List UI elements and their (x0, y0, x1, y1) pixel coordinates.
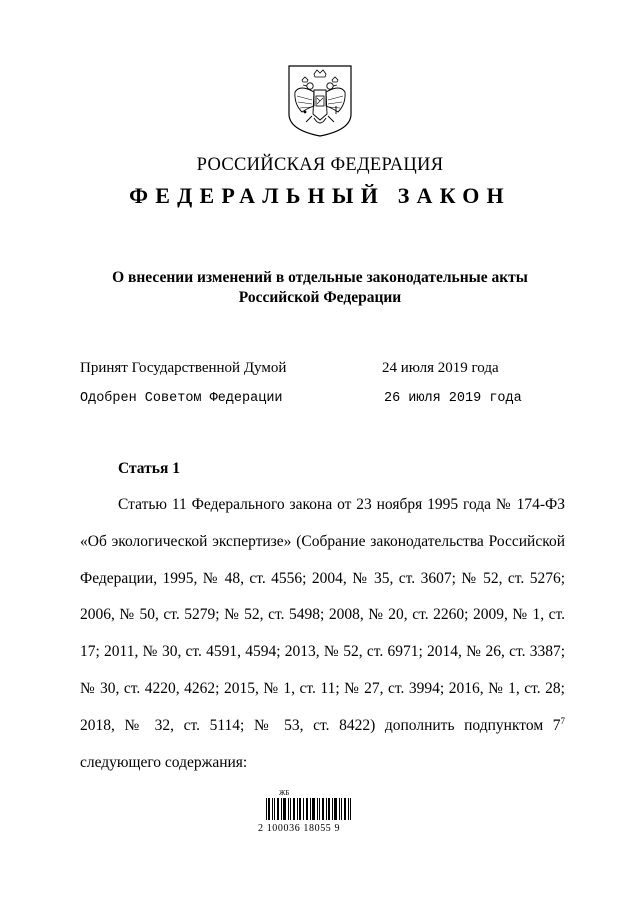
barcode-number: 2 100036 18055 9 (258, 823, 341, 834)
country-name: РОССИЙСКАЯ ФЕДЕРАЦИЯ (196, 155, 444, 175)
law-title-line-1: О внесении изменений в отдельные законодательные акты (112, 269, 528, 286)
barcode (262, 788, 354, 850)
article-text: Статью 11 Федерального закона от 23 ноября 1995 года № 174-ФЗ «Об экологической экспертизе» (Собрание законодательства Российской Федерации, 1995, № 48, ст. 4556; 2004, № 35, ст. 3607; № 52, ст. 5276; 2006, № 50, ст. 5279; № 52, ст. 5498; 2008, № 20, ст. 2260; 2009, № 1, ст. 17; 2011, № 30, ст. 4591, 4594; 2013, № 52, ст. 6971; 2014, № 26, ст. 3387; № 30, ст. 4220, 4262; 2015, № 1, ст. 11; № 27, ст. 3994; 2016, № 1, ст. 28; 2018, № 32, ст. 5114; № 53, ст. 8422) дополнить подпунктом 7 (80, 496, 565, 734)
article-heading: Статья 1 (118, 460, 180, 477)
coat-of-arms-emblem (286, 62, 354, 138)
council-approval-label: Одобрен Советом Федерации (80, 391, 283, 406)
law-title (80, 268, 560, 308)
article-superscript: 7 (560, 715, 565, 726)
barcode-mark: ЖБ (279, 789, 290, 797)
document-type: ФЕДЕРАЛЬНЫЙ ЗАКОН (129, 183, 511, 208)
article-body (80, 487, 565, 781)
law-title-line-2: Российской Федерации (238, 289, 402, 306)
duma-adoption-label: Принят Государственной Думой (80, 360, 287, 376)
duma-adoption-date: 24 июля 2019 года (382, 360, 499, 376)
council-approval-date: 26 июля 2019 года (384, 391, 522, 406)
article-text-end: следующего содержания: (80, 753, 248, 771)
